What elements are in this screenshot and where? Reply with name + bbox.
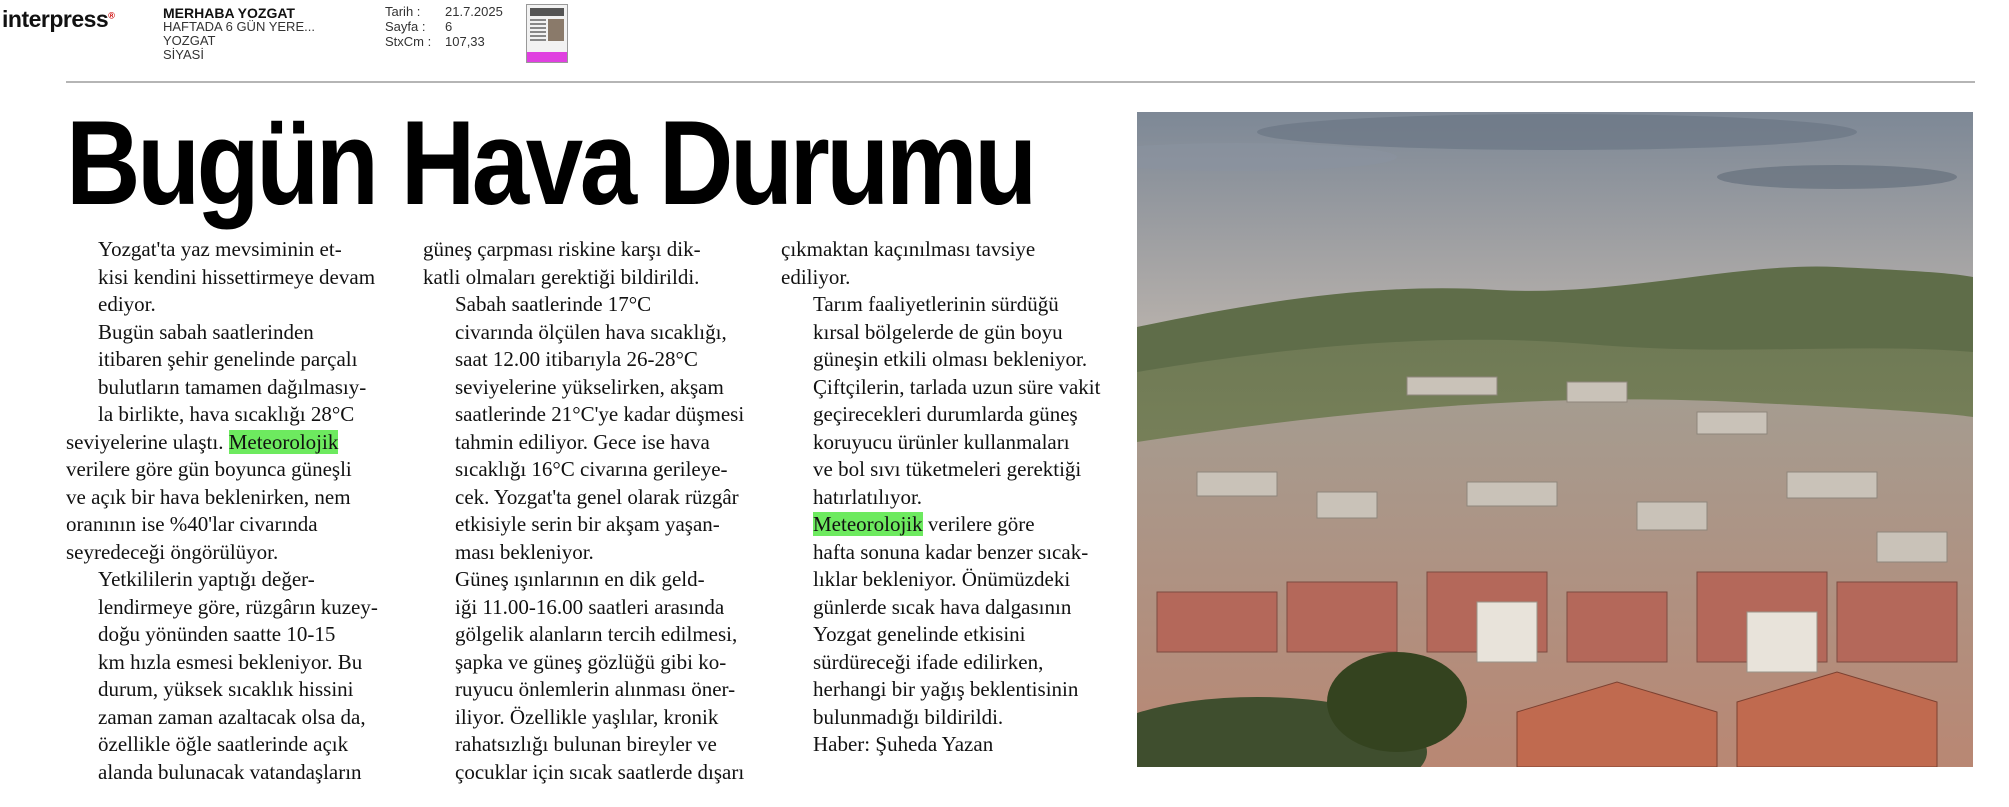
article-line: katli olmaları gerektiği bildirildi. bbox=[423, 264, 700, 289]
article-line: sıcaklığı 16°C civarına gerileye- bbox=[455, 457, 728, 481]
article-line: Bugün sabah saatlerinden bbox=[98, 319, 314, 344]
article-paragraph bbox=[66, 566, 402, 786]
article-line: bulutların tamamen dağılmasıy- bbox=[98, 374, 367, 399]
article-line: lendirmeye göre, rüzgârın kuzey- bbox=[98, 594, 378, 619]
article-line: Haber: Şuheda Yazan bbox=[813, 732, 994, 756]
article-line: Sabah saatlerinde 17°C bbox=[455, 292, 652, 316]
article-line: güneş çarpması riskine karşı dik- bbox=[423, 237, 701, 261]
article-line: çocuklar için sıcak saatlerde dışarı bbox=[455, 759, 745, 784]
article-line: güneşin etkili olması bekleniyor. bbox=[813, 347, 1088, 371]
article-line: alanda bulunacak vatandaşların bbox=[98, 759, 362, 784]
article-line: cek. Yozgat'ta genel olarak rüzgâr bbox=[455, 484, 739, 509]
article-line: Tarım faaliyetlerinin sürdüğü bbox=[813, 292, 1059, 316]
meta-date: Tarih : 21.7.2025 bbox=[385, 4, 503, 19]
article-line: saat 12.00 itibarıyla 26-28°C bbox=[455, 347, 698, 371]
article-line: civarında ölçülen hava sıcaklığı, bbox=[455, 319, 727, 344]
article-column-2 bbox=[423, 236, 759, 786]
article-line: gölgelik alanların tercih edilmesi, bbox=[455, 622, 738, 646]
article-line: ve açık bir hava beklenirken, nem bbox=[66, 484, 351, 509]
article-line: ve bol sıvı tüketmeleri gerektiği bbox=[813, 457, 1082, 481]
article-line: durum, yüksek sıcaklık hissini bbox=[98, 677, 354, 701]
article-line: özellikle öğle saatlerinde açık bbox=[98, 732, 349, 756]
article-line: ruyucu önlemlerin alınması öner- bbox=[455, 677, 736, 701]
clipping-meta bbox=[385, 4, 503, 49]
publication-category: SİYASİ bbox=[163, 47, 204, 62]
article-paragraph bbox=[423, 236, 759, 291]
article-column-3 bbox=[781, 236, 1117, 759]
article-line: km hızla esmesi bekleniyor. Bu bbox=[98, 649, 363, 674]
article-line: seviyelerine yükselirken, akşam bbox=[455, 374, 724, 399]
publication-info bbox=[163, 6, 315, 62]
article-paragraph bbox=[66, 319, 402, 429]
article-line: Meteorolojik verilere göre bbox=[813, 512, 1035, 536]
article-line: rahatsızlığı bulunan bireyler ve bbox=[455, 732, 717, 756]
article-line: ediyor. bbox=[98, 292, 156, 316]
article-line: iliyor. Özellikle yaşlılar, kronik bbox=[455, 704, 719, 729]
article-line: hafta sonuna kadar benzer sıcak- bbox=[813, 539, 1089, 564]
article-line: hatırlatılıyor. bbox=[813, 484, 923, 509]
article-headline: Bugün Hava Durumu bbox=[66, 96, 1034, 230]
article-line: çıkmaktan kaçınılması tavsiye bbox=[781, 237, 1036, 261]
article-line: koruyucu ürünler kullanmaları bbox=[813, 429, 1070, 454]
article-line: tahmin ediliyor. Gece ise hava bbox=[455, 429, 710, 454]
article-line: ediliyor. bbox=[781, 264, 851, 289]
article-line: verilere göre gün boyunca güneşli bbox=[66, 457, 352, 481]
header-divider bbox=[66, 81, 1975, 83]
article-line: Yozgat genelinde etkisini bbox=[813, 622, 1026, 646]
article-line: günlerde sıcak hava dalgasının bbox=[813, 594, 1072, 619]
meta-page: Sayfa : 6 bbox=[385, 19, 453, 34]
article-line: la birlikte, hava sıcaklığı 28°C bbox=[98, 402, 355, 426]
article-line: sürdüreceği ifade edilirken, bbox=[813, 649, 1044, 674]
article-line: doğu yönünden saatte 10-15 bbox=[98, 622, 336, 646]
city-landscape-photo bbox=[1137, 112, 1973, 767]
article-line: seviyelerine ulaştı. Meteorolojik bbox=[66, 429, 339, 454]
article-paragraph bbox=[423, 291, 759, 566]
publication-city: YOZGAT bbox=[163, 33, 216, 48]
highlighted-keyword: Meteorolojik bbox=[813, 512, 923, 536]
article-line: oranının ise %40'lar civarında bbox=[66, 512, 318, 536]
page-thumbnail[interactable] bbox=[526, 4, 568, 63]
article-line: şapka ve güneş gözlüğü gibi ko- bbox=[455, 649, 727, 674]
article-line: kisi kendini hissettirmeye devam bbox=[98, 264, 376, 289]
article-paragraph bbox=[781, 291, 1117, 511]
article-line: kırsal bölgelerde de gün boyu bbox=[813, 319, 1063, 344]
article-line: Çiftçilerin, tarlada uzun süre vakit bbox=[813, 374, 1101, 399]
article-line: Yetkililerin yaptığı değer- bbox=[98, 567, 315, 591]
article-line: zaman zaman azaltacak olsa da, bbox=[98, 704, 366, 729]
article-column-1 bbox=[66, 236, 402, 786]
article-line: itibaren şehir genelinde parçalı bbox=[98, 347, 358, 371]
article-line: bulunmadığı bildirildi. bbox=[813, 704, 1004, 729]
article-paragraph bbox=[781, 731, 1117, 759]
article-line: herhangi bir yağış beklentisinin bbox=[813, 677, 1079, 701]
article-paragraph bbox=[66, 429, 402, 567]
publication-name: MERHABA YOZGAT bbox=[163, 5, 295, 21]
interpress-logo: interpress® bbox=[2, 6, 115, 32]
article-line: ması bekleniyor. bbox=[455, 539, 594, 564]
article-line: lıklar bekleniyor. Önümüzdeki bbox=[813, 567, 1071, 591]
article-line: Yozgat'ta yaz mevsiminin et- bbox=[98, 237, 342, 261]
article-line: saatlerinde 21°C'ye kadar düşmesi bbox=[455, 402, 745, 426]
article-paragraph bbox=[781, 236, 1117, 291]
article-line: Güneş ışınlarının en dik geld- bbox=[455, 567, 705, 591]
article-line: geçirecekleri durumlarda güneş bbox=[813, 402, 1078, 426]
article-paragraph bbox=[423, 566, 759, 786]
meta-stxcm: StxCm : 107,33 bbox=[385, 34, 485, 49]
article-paragraph bbox=[66, 236, 402, 319]
publication-frequency: HAFTADA 6 GÜN YERE... bbox=[163, 19, 315, 34]
article-line: seyredeceği öngörülüyor. bbox=[66, 539, 279, 564]
article-line: etkisiyle serin bir akşam yaşan- bbox=[455, 512, 720, 536]
highlighted-keyword: Meteorolojik bbox=[228, 429, 339, 454]
article-line: iği 11.00-16.00 saatleri arasında bbox=[455, 594, 725, 619]
article-paragraph bbox=[781, 511, 1117, 731]
